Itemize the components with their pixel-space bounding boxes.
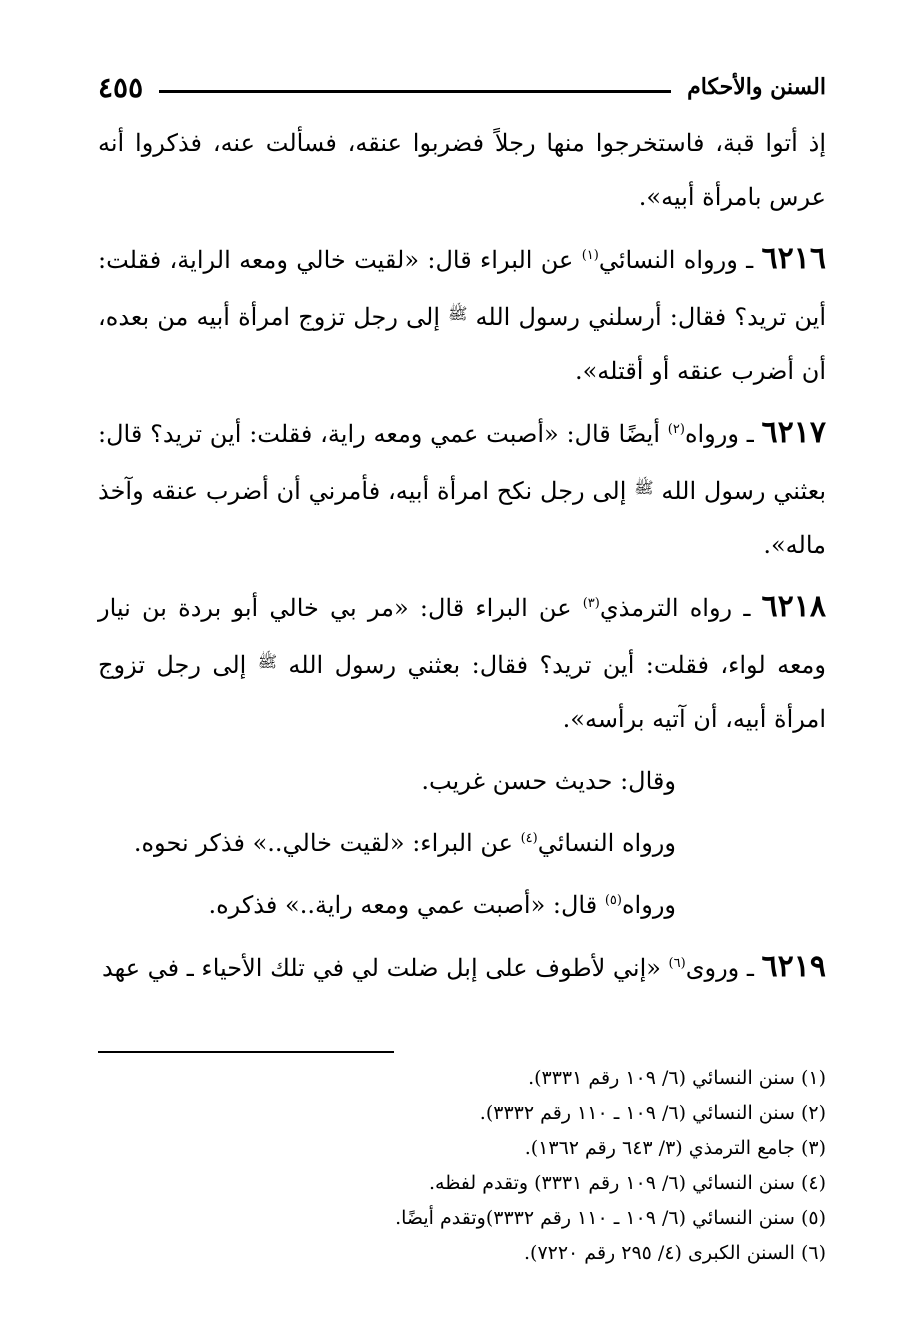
footnote-ref[interactable]: (٤) <box>520 831 538 846</box>
footnote-item: (٢) سنن النسائي (٦/ ١٠٩ ـ ١١٠ رقم ٣٣٣٢). <box>479 1102 826 1124</box>
header-rule <box>159 90 671 93</box>
hadith-number: ٦٢١٨ <box>761 589 826 624</box>
hadith-text: ـ رواه الترمذي <box>599 594 751 622</box>
footnote-ref[interactable]: (٥) <box>604 893 622 908</box>
hadith-6219 <box>98 940 826 995</box>
hadith-text: ـ وروى <box>685 954 754 982</box>
hadith-6216 <box>98 232 826 398</box>
hadith-number: ٦٢١٦ <box>761 241 826 276</box>
paragraph-continuation: إذ أتوا قبة، فاستخرجوا منها رجلاً فضربوا عنقه، فسألت عنه، فذكروا أنه عرس بامرأة أبيه». <box>98 129 826 211</box>
footnote-separator <box>98 1051 394 1053</box>
footnote-item: (٣) جامع الترمذي (٣/ ٦٤٣ رقم ١٣٦٢). <box>524 1137 826 1159</box>
hadith-6217 <box>98 406 826 572</box>
footnotes <box>98 1061 826 1271</box>
note-line: وقال: حديث حسن غريب. <box>421 767 676 795</box>
page <box>98 60 826 1271</box>
hadith-number: ٦٢١٩ <box>761 949 826 984</box>
note-line <box>98 816 826 870</box>
salla-glyph: ﷺ <box>257 652 278 671</box>
footnote-item: (٤) سنن النسائي (٦/ ١٠٩ رقم ٣٣٣١) وتقدم لفظه. <box>429 1172 826 1194</box>
note-line <box>98 878 826 932</box>
footnote-item: (٦) السنن الكبرى (٤/ ٢٩٥ رقم ٧٢٢٠). <box>523 1242 826 1264</box>
footnote-ref[interactable]: (١) <box>581 248 599 263</box>
running-header <box>98 60 826 114</box>
page-number: ٤٥٥ <box>98 70 144 104</box>
footnote-ref[interactable]: (٢) <box>667 422 685 437</box>
hadith-6218 <box>98 580 826 746</box>
hadith-number: ٦٢١٧ <box>761 415 826 450</box>
salla-glyph: ﷺ <box>634 478 654 497</box>
hadith-text: إلى رجل تزوج امرأة أبيه، أن آتيه برأسه». <box>98 651 826 733</box>
hadith-text: إلى رجل تزوج امرأة أبيه من بعده، أن أضرب عنقه أو أقتله». <box>98 303 826 385</box>
hadith-text: عن البراء قال: «لقيت خالي ومعه الراية، فقلت: أين تريد؟ فقال: أرسلني رسول الله <box>98 246 826 331</box>
note-text: ورواه النسائي <box>537 829 676 857</box>
hadith-text: أيضًا قال: «أصبت عمي ومعه راية، فقلت: أين تريد؟ قال: بعثني رسول الله <box>98 420 826 505</box>
footnote-item: (١) سنن النسائي (٦/ ١٠٩ رقم ٣٣٣١). <box>528 1067 826 1089</box>
note-text: قال: «أصبت عمي ومعه راية..» فذكره. <box>208 891 605 919</box>
footnote-ref[interactable]: (٦) <box>668 956 686 971</box>
footnote-ref[interactable]: (٣) <box>582 596 600 611</box>
main-text <box>98 116 826 995</box>
hadith-text: إلى رجل نكح امرأة أبيه، فأمرني أن أضرب عنقه وآخذ ماله». <box>98 477 826 559</box>
salla-glyph: ﷺ <box>448 304 468 323</box>
footnote-item: (٥) سنن النسائي (٦/ ١٠٩ ـ ١١٠ رقم ٣٣٣٢)وتقدم أيضًا. <box>395 1207 826 1229</box>
hadith-text: ـ ورواه النسائي <box>598 246 754 274</box>
note-text: ورواه <box>621 891 676 919</box>
hadith-text: «إني لأطوف على إبل ضلت لي في تلك الأحياء ـ في عهد <box>102 954 669 982</box>
running-title: السنن والأحكام <box>687 74 826 100</box>
hadith-text: ـ ورواه <box>684 420 754 448</box>
hadith-text: عن البراء قال: «مر بي خالي أبو بردة بن نيار ومعه لواء، فقلت: أين تريد؟ فقال: بعثني رسول الله <box>98 594 826 679</box>
note-text: عن البراء: «لقيت خالي..» فذكر نحوه. <box>133 829 521 857</box>
